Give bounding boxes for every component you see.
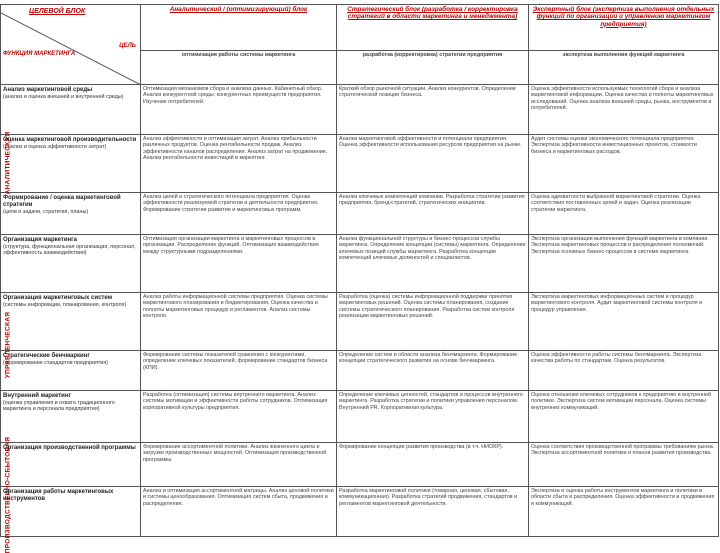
row-title: Формирование / оценка маркетинговой стратегии (3, 195, 121, 208)
row-header (1, 135, 141, 193)
row-header (1, 351, 141, 391)
strategic-cell: Определение систем и области анализа бенчмаркинга. Формирование концепции стратегического развития на основе бенчмаркинга. (337, 351, 529, 391)
analytic-cell: Формирование ассортиментной политики. Анализ жизненного цикла и загрузки производственных мощностей. Оптимизация производственной программы. (141, 443, 337, 487)
header-row (1, 5, 719, 51)
analytic-block-header: Аналитический / (оптимизирующий) блок (141, 5, 337, 51)
goal-label: ЦЕЛЬ (119, 43, 136, 49)
row-title: Оценка маркетинговой производительности (3, 137, 137, 143)
row-title: Организация маркетинговых систем (3, 295, 113, 301)
expert-block-header: Экспертный блок (экспертиза выполнения отдельных функций по организации и управлению маркетингом предприятия) (529, 5, 719, 51)
strategic-cell: Краткий обзор рыночной ситуации. Анализ конкурентов. Определение стратегической позиции бизнеса. (337, 85, 529, 135)
analytic-cell: Анализ работы информационной системы предприятия. Оценка системы маркетингового планирования и бюджетирования. Оценка качества и полноты маркетинговых процедур и регламентов. Анализ системы контроля. (141, 293, 337, 351)
row-header (1, 235, 141, 293)
side-label-management: УПРАВЛЕНЧЕСКАЯ (4, 311, 12, 379)
row-title: Организация работы маркетинговых инструментов (3, 489, 114, 502)
row-title: Анализ маркетинговой среды (3, 87, 93, 93)
table-row (1, 235, 719, 293)
row-subtitle: (структура, функциональная организация, персонал, эффективность взаимодействия) (3, 244, 136, 257)
row-header (1, 487, 141, 537)
table-row (1, 85, 719, 135)
row-subtitle: (формирование стандартов предприятия) (3, 360, 109, 366)
expert-cell: Экспертиза организации выполнения функций маркетинга в компании. Экспертиза маркетинговых процессов и распределения полномочий. Экспертиза основных бизнес-процессов в системе маркетинга. (529, 235, 719, 293)
strategic-cell: Формирование концепции развития производства (в т.ч. НИОКР). (337, 443, 529, 487)
analytic-cell: Формирование системы показателей сравнения с конкурентами, определение ключевых показателей, формирование стандартов бизнеса (КПИ). (141, 351, 337, 391)
function-label: ФУНКЦИЯ МАРКЕТИНГА (3, 51, 76, 57)
row-header (1, 391, 141, 443)
expert-cell: Оценка отношения ключевых сотрудников к предприятию и внутренней политике. Экспертиза систем мотивации персонала. Оценка системы внутренних коммуникаций. (529, 391, 719, 443)
analytic-cell: Анализ и оптимизация ассортиментной матрицы. Анализ ценовой политики и системы ценообразования. Оптимизация систем сбыта, продвижения и распределения. (141, 487, 337, 537)
row-header (1, 85, 141, 135)
marketing-matrix-table (0, 4, 719, 553)
expert-cell: Оценка адекватности выбранной маркетинговой стратегии. Оценка соответствия поставленных целей и задач. Оценка реализации стратегии маркетинга. (529, 193, 719, 235)
expert-cell: Оценка соответствия производственной программы требованиям рынка. Экспертиза ассортиментной политики и планов развития производства. (529, 443, 719, 487)
table-row (1, 135, 719, 193)
row-subtitle: (оценка управления и охвата традиционного маркетинга и персонала предприятия) (3, 400, 115, 413)
expert-cell: Оценка эффективности используемых технологий сбора и анализа маркетинговой информации. Оценка качества и полноты маркетинговых исследований. Оценка анализа внешней среды, рынка, инструментов и потребителей. (529, 85, 719, 135)
strategic-cell: Разработка (оценка) системы информационной поддержки принятия маркетинговых решений. Оценка системы планирования, создание системы стратегического планирования. Разработка систем контроля реализации маркетинговых решений. (337, 293, 529, 351)
strategic-cell: Определение ключевых ценностей, стандартов и процессов внутреннего маркетинга. Разработка стратегии и политики управления персоналом. Внутренний PR. Корпоративная культура. (337, 391, 529, 443)
row-subtitle: (анализ и оценка эффективности затрат) (3, 144, 107, 150)
table-row (1, 193, 719, 235)
table-row (1, 443, 719, 487)
goal-cell: разработка (корректировка) стратегии предприятия (337, 51, 529, 85)
row-header (1, 293, 141, 351)
row-header (1, 193, 141, 235)
strategic-cell: Анализ маркетинговой эффективности и потенциала предприятия. Оценка эффективности использования ресурсов предприятия на рынке. (337, 135, 529, 193)
expert-cell: Оценка эффективности работы системы бенчмаркинга. Экспертиза качества работы по стандартам. Оценка результатов. (529, 351, 719, 391)
row-title: Организация производственной программы (3, 445, 136, 451)
strategic-cell: Анализ ключевых компетенций компании. Разработка стратегии развития предприятия, бренд-стратегий, стратегических инициатив. (337, 193, 529, 235)
row-header (1, 443, 141, 487)
analytic-cell: Разработка (оптимизация) системы внутреннего маркетинга. Анализ системы мотивации и эффективности работы сотрудников. Оптимизация корпоративной культуры предприятия. (141, 391, 337, 443)
analytic-cell: Оптимизация организации маркетинга и маркетинговых процессов в организации. Распределение функций. Оптимизация взаимодействия между структурными подразделениями. (141, 235, 337, 293)
goal-cell: оптимизация работы системы маркетинга (141, 51, 337, 85)
table-row (1, 391, 719, 443)
analytic-cell: Анализ целей и стратегического потенциала предприятия. Оценка эффективности реализуемой стратегии и деятельности предприятия. Формирование стратегии развития и маркетинговых программ. (141, 193, 337, 235)
row-subtitle: (анализ и оценка внешней и внутренней среды) (3, 94, 124, 100)
analytic-cell: Анализ эффективности и оптимизация затрат. Анализ прибыльности различных продуктов. Оценка рентабельности продаж. Анализ эффективности каналов распределения. Анализ затрат на продвижение. Анализ рентабельности инвестиций в маркетинг. (141, 135, 337, 193)
analytic-cell: Оптимизация механизмов сбора и анализа данных. Кабинетный обзор. Анализ конкурентной среды: конкурентных преимуществ предприятия. Изучение потребителей. (141, 85, 337, 135)
expert-cell: Экспертиза и оценка работы инструментов маркетинга и политики в области сбыта и распределения. Оценка эффективности и продвижения и коммуникаций. (529, 487, 719, 537)
row-title: Стратегические бенчмаркинг (3, 353, 90, 359)
strategic-block-header: Стратегический блок (разработка / корректировка стратегий в области маркетинга и менеджмента) (337, 5, 529, 51)
expert-cell: Экспертиза маркетинговых информационных систем и процедур маркетингового контроля. Аудит маркетинговой системы контроля и процедур управления. (529, 293, 719, 351)
row-title: Организация маркетинга (3, 237, 77, 243)
side-label-analytic: АНАЛИТИЧЕСКАЯ (4, 131, 12, 195)
target-block-title: ЦЕЛЕВОЙ БЛОК (29, 8, 86, 15)
expert-cell: Аудит системы оценки экономического потенциала предприятия. Экспертиза эффективности инвестиционных проектов, стоимости бизнеса и маркетинговых расходов. (529, 135, 719, 193)
table-row (1, 487, 719, 537)
goal-cell: экспертиза выполнения функций маркетинга (529, 51, 719, 85)
corner-cell (1, 5, 141, 85)
table-row (1, 351, 719, 391)
row-subtitle: (системы информации, планирования, контроля) (3, 302, 127, 308)
table-row (1, 293, 719, 351)
side-label-production: ПРОИЗВОДСТВЕННО-СБЫТОВАЯ (4, 436, 12, 553)
row-title: Внутренний маркетинг (3, 393, 71, 399)
strategic-cell: Разработка маркетинговой политики (товарная, ценовая, сбытовая, коммуникационная). Разработка стратегий продвижения, стандартов и регламентов маркетинговой деятельности. (337, 487, 529, 537)
row-subtitle: (цели и задачи, стратегия, планы) (3, 209, 89, 215)
strategic-cell: Анализ функциональной структуры и бизнес-процессов службы маркетинга. Определение концепции (системы) маркетинга. Определение ключевых позиций службы маркетинга. Разработка концепции компетенций ключевых должностей и специалистов. (337, 235, 529, 293)
